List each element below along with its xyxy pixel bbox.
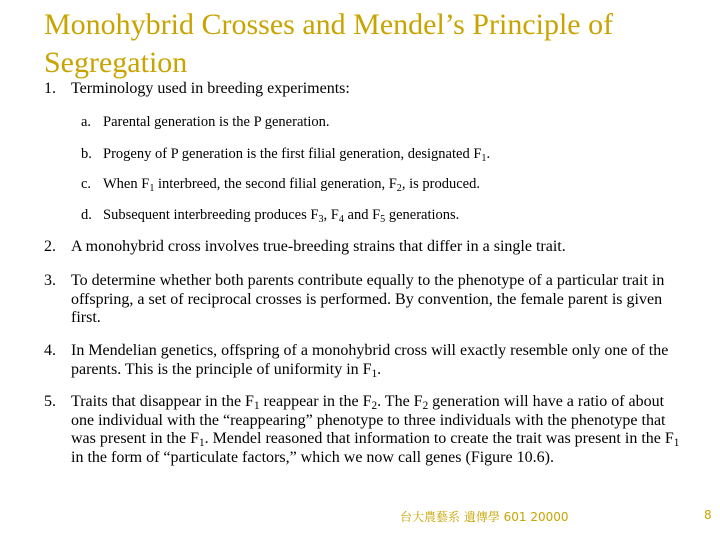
sub-list-item <box>81 206 681 224</box>
sub-item-text: Subsequent interbreeding produces $F_3$, $F_4$ and $F_5$ generations. <box>103 207 460 225</box>
item-number: 5. <box>44 393 56 410</box>
item-number: 2. <box>44 238 56 255</box>
sub-item-letter: b. <box>81 146 92 162</box>
sub-item-text: Progeny of P generation is the first filial generation, designated $F_1$. <box>103 146 491 164</box>
slide-title: Monohybrid Crosses and Mendel’s Principle of Segregation <box>44 8 614 79</box>
item-text: In Mendelian genetics, offspring of a monohybrid cross will exactly resemble only one of the parents. This is the principle of uniformity in $F_1$. <box>71 342 669 380</box>
item-text: Terminology used in breeding experiments: <box>71 80 350 97</box>
slide-footer: 台大農藝系 遺傳學 601 20000 <box>400 510 569 524</box>
list-item <box>44 80 684 99</box>
sub-list-item <box>81 113 681 131</box>
list-item <box>44 393 684 467</box>
item-text: A monohybrid cross involves true-breeding strains that differ in a single trait. <box>71 238 566 255</box>
sub-item-text: When $F_1$ interbreed, the second filial generation, $F_2$, is produced. <box>103 176 480 194</box>
item-number: 4. <box>44 342 56 359</box>
sub-list-item <box>81 145 681 163</box>
sub-item-text: Parental generation is the P generation. <box>103 114 330 130</box>
item-number: 3. <box>44 272 56 289</box>
list-item <box>44 272 684 328</box>
sub-item-letter: d. <box>81 207 92 223</box>
page-number: 8 <box>704 508 712 522</box>
item-text: Traits that disappear in the $F_1$ reappear in the $F_2$. The $F_2$ generation will have a ratio of about one individual with the “reappearing” phenotype to three individuals with the phenotype that was present in the $F_1$. Mendel reasoned that information to create the trait was present in the $F_1$ in the form of “particulate factors,” which we now call genes (Figure 10.6). <box>71 393 680 466</box>
item-text: To determine whether both parents contribute equally to the phenotype of a particular trait in offspring, a set of reciprocal crosses is performed. By convention, the female parent is given first. <box>71 272 665 326</box>
list-item <box>44 238 684 257</box>
sub-item-letter: c. <box>81 176 92 192</box>
item-number: 1. <box>44 80 56 97</box>
list-item <box>44 342 684 379</box>
sub-item-letter: a. <box>81 114 92 130</box>
sub-list-item <box>81 175 681 193</box>
